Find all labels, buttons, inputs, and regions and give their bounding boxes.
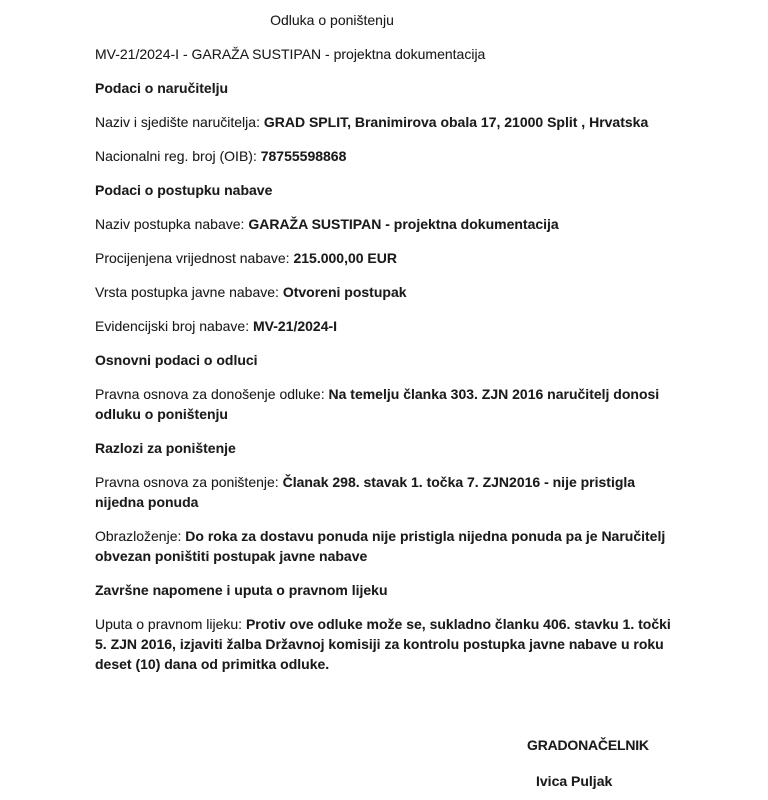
field-value: Na temelju članka 303. ZJN 2016 naručitelj donosi odluku o poništenju xyxy=(95,386,660,422)
field-legal-remedy-instruction xyxy=(95,614,680,674)
procurement-subject-line: MV-21/2024-I - GARAŽA SUSTIPAN - projektna dokumentacija xyxy=(95,46,486,62)
field-legal-basis-annulment xyxy=(95,472,680,512)
field-estimated-value xyxy=(95,248,680,268)
field-value: 78755598868 xyxy=(260,148,347,164)
field-label: Vrsta postupka javne nabave: xyxy=(95,284,283,300)
field-label: Naziv postupka nabave: xyxy=(95,216,249,232)
signatory-name: Ivica Puljak xyxy=(536,773,613,789)
section-heading-procurement-procedure: Podaci o postupku nabave xyxy=(95,182,273,198)
field-label: Pravna osnova za donošenje odluke: xyxy=(95,386,329,402)
field-value: 215.000,00 EUR xyxy=(293,250,397,266)
field-label: Uputa o pravnom lijeku: xyxy=(95,616,246,632)
field-procedure-name xyxy=(95,214,680,234)
field-value: Otvoreni postupak xyxy=(282,284,407,300)
field-authority-name-address xyxy=(95,112,680,132)
section-heading-contracting-authority: Podaci o naručitelju xyxy=(95,80,229,96)
field-procedure-type xyxy=(95,282,680,302)
document-title: Odluka o poništenju xyxy=(270,12,394,28)
field-legal-basis-decision xyxy=(95,384,680,424)
field-label: Nacionalni reg. broj (OIB): xyxy=(95,148,261,164)
field-value: Protiv ove odluke može se, sukladno članku 406. stavku 1. točki 5. ZJN 2016, izjaviti žalba Državnoj komisiji za kontrolu postupka javne nabave u roku deset (10) dana od primitka odluke. xyxy=(95,616,671,672)
field-value: MV-21/2024-I xyxy=(252,318,338,334)
field-label: Pravna osnova za poništenje: xyxy=(95,474,283,490)
signatory-role: GRADONAČELNIK xyxy=(527,737,649,753)
field-value: GARAŽA SUSTIPAN - projektna dokumentacija xyxy=(248,216,559,232)
field-label: Procijenjena vrijednost nabave: xyxy=(95,250,294,266)
field-value: Do roka za dostavu ponuda nije pristigla nijedna ponuda pa je Naručitelj obvezan poništiti postupak javne nabave xyxy=(95,528,666,564)
field-label: Evidencijski broj nabave: xyxy=(95,318,253,334)
field-value: GRAD SPLIT, Branimirova obala 17, 21000 Split , Hrvatska xyxy=(263,114,649,130)
field-label: Obrazloženje: xyxy=(95,528,186,544)
field-value: Članak 298. stavak 1. točka 7. ZJN2016 - nije pristigla nijedna ponuda xyxy=(95,474,636,510)
field-oib-number xyxy=(95,146,680,166)
section-heading-decision-basics: Osnovni podaci o odluci xyxy=(95,352,258,368)
section-heading-annulment-reasons: Razlozi za poništenje xyxy=(95,440,236,456)
signature-block xyxy=(95,735,680,791)
field-explanation xyxy=(95,526,680,566)
field-label: Naziv i sjedište naručitelja: xyxy=(95,114,264,130)
field-reference-number xyxy=(95,316,680,336)
section-heading-final-notes-legal-remedy: Završne napomene i uputa o pravnom lijeku xyxy=(95,582,388,598)
